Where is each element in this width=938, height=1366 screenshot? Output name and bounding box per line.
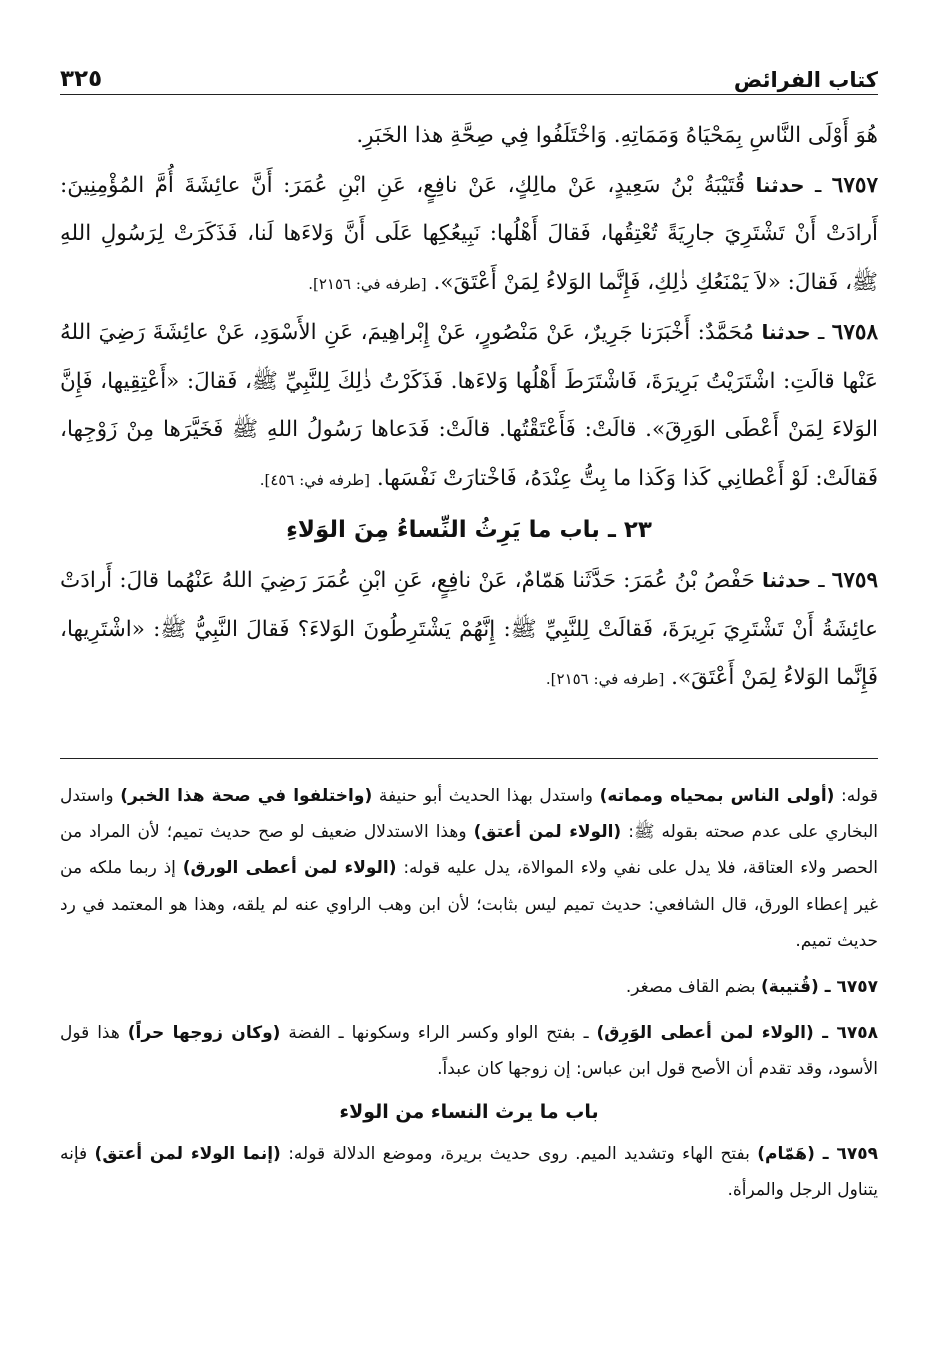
- hadith-text: حَفْصُ بْنُ عُمَرَ: حَدَّثَنا هَمّامٌ، عَنْ نافِعٍ، عَنِ ابْنِ عُمَرَ رَضِيَ اللهُ عَنْهُما قالَ: أَرادَتْ عائِشَةُ أَنْ تَشْتَرِيَ بَرِيرَةَ، فَقالَتْ لِلنَّبِيِّ ﷺ: إِنَّهُمْ يَشْتَرِطُونَ الوَلاءَ؟ فَقالَ النَّبِيُّ ﷺ: «اشْتَرِيها، فَإِنَّما الوَلاءُ لِمَنْ أَعْتَقَ».: [60, 568, 878, 690]
- chapter-heading: ٢٣ ـ باب ما يَرِثُ النِّساءُ مِنَ الوَلاءِ: [286, 517, 652, 543]
- note-intro: [60, 778, 878, 959]
- note-number: ٦٧٥٩ ـ: [814, 1143, 879, 1164]
- hadith-number: ٦٧٥٨: [831, 320, 878, 345]
- note-quote: (إنما الولاء لمن أعتق): [94, 1143, 281, 1164]
- commentary: [60, 778, 878, 1208]
- note-quote: (الولاء لمن أعطى الوَرِق): [596, 1023, 814, 1044]
- note-text: وهذا الاستدلال ضعيف لو صح حديث تميم؛ لأن المراد من الحصر ولاء العتاقة، فلا يدل على نفي ولاء الموالاة، يدل عليه قوله:: [60, 822, 878, 879]
- note-text: بفتح الهاء وتشديد الميم. روى حديث بريرة، وموضع الدلالة قوله:: [280, 1143, 758, 1164]
- hadith-6757: ٦٧٥٧ ـ حدثنا قُتَيْبَةُ بْنُ سَعِيدٍ، عَنْ مالِكٍ، عَنْ نافِعٍ، عَنِ ابْنِ عُمَرَ: أَنَّ عائِشَةَ أُمَّ المُؤْمِنِينَ: أَرادَتْ أَنْ تَشْتَرِيَ جارِيَةً تُعْتِقُها، فَقالَ أَهْلُها: نَبِيعُكِها عَلَى أَنَّ وَلاءَها لَنا، فَذَكَرَتْ لِرَسُولِ اللهِ ﷺ، فَقالَ: «لاَ يَمْنَعُكِ ذٰلِكِ، فَإِنَّما الوَلاءُ لِمَنْ أَعْتَقَ». [طرفه في: ٢١٥٦].: [60, 172, 878, 295]
- hadith-text: قُتَيْبَةُ بْنُ سَعِيدٍ، عَنْ مالِكٍ، عَنْ نافِعٍ، عَنِ ابْنِ عُمَرَ: أَنَّ عائِشَةَ أُمَّ المُؤْمِنِينَ: أَرادَتْ أَنْ تَشْتَرِيَ جارِيَةً تُعْتِقُها، فَقالَ أَهْلُها: نَبِيعُكِها عَلَى أَنَّ وَلاءَها لَنا، فَذَكَرَتْ لِرَسُولِ اللهِ ﷺ، فَقالَ: «لاَ يَمْنَعُكِ ذٰلِكِ، فَإِنَّما الوَلاءُ لِمَنْ أَعْتَقَ».: [60, 172, 878, 295]
- cross-reference: [طرفه في: ٢١٥٦].: [545, 670, 665, 688]
- narration-word: حدثنا: [761, 568, 812, 592]
- note-text: هذا قول الأسود، وقد تقدم أن الأصح قول ابن عباس: إن زوجها كان عبداً.: [60, 1023, 878, 1080]
- running-title: كتاب الفرائض: [733, 68, 878, 92]
- note-number: ٦٧٥٧ ـ: [818, 977, 878, 998]
- cross-reference: [طرفه في: ٢١٥٦].: [308, 274, 427, 293]
- hadith-number: ٦٧٥٩: [831, 568, 878, 593]
- note-quote: (واختلفوا في صحة هذا الخبر): [120, 786, 373, 806]
- hadith-number: ٦٧٥٧: [831, 172, 878, 198]
- note-text: واستدل البخاري على عدم صحته بقوله ﷺ:: [60, 786, 878, 843]
- hadith-6758: ٦٧٥٨ ـ حدثنا مُحَمَّدٌ: أَخْبَرَنا جَرِيرٌ، عَنْ مَنْصُورٍ، عَنْ إِبْراهِيمَ، عَنِ الأَسْوَدِ، عَنْ عائِشَةَ رَضِيَ اللهُ عَنْها قالَتِ: اشْتَرَيْتُ بَرِيرَةَ، فَاشْتَرَطَ أَهْلُها وَلاءَها. فَذَكَرْتُ ذٰلِكَ لِلنَّبِيِّ ﷺ، فَقالَ: «أَعْتِقِيها، فَإِنَّ الوَلاءَ لِمَنْ أَعْطَى الوَرِقَ». قالَتْ: فَأَعْتَقْتُها. قالَتْ: فَدَعاها رَسُولُ اللهِ ﷺ فَخَيَّرَها مِنْ زَوْجِها، فَقالَتْ: لَوْ أَعْطانِي كَذا وَكَذا ما بِتُّ عِنْدَهُ، فَاخْتارَتْ نَفْسَها. [طرفه في: ٤٥٦].: [60, 320, 878, 491]
- note-number: ٦٧٥٨ ـ: [813, 1023, 879, 1044]
- intro-text: هُوَ أَوْلَى النَّاسِ بِمَحْيَاهُ وَمَمَاتِهِ. وَاخْتَلَفُوا فِي صِحَّةِ هذا الخَبَرِ.: [356, 123, 878, 148]
- note-quote: (أولى الناس بمحياه ومماته): [599, 786, 835, 806]
- narration-word: حدثنا: [755, 172, 805, 197]
- note-quote: (هَمّام): [757, 1143, 815, 1164]
- note-text: إذ ربما ملكه من غير إعطاء الورق، قال الشافعي: حديث تميم ليس بثابت؛ لأن ابن وهب الراوي عنه لم يلقه، وهذا هو المعتمد في رد حديث تميم.: [60, 858, 878, 951]
- note-6757: [60, 969, 878, 1005]
- main-text: [60, 112, 878, 704]
- note-quote: (الولاء لمن أعطى الورق): [182, 858, 397, 879]
- note-text: فإنه يتناول الرجل والمرأة.: [60, 1143, 878, 1200]
- header-rule: [60, 94, 878, 95]
- hadith-6759: ٦٧٥٩ ـ حدثنا حَفْصُ بْنُ عُمَرَ: حَدَّثَنا هَمّامٌ، عَنْ نافِعٍ، عَنِ ابْنِ عُمَرَ رَضِيَ اللهُ عَنْهُما قالَ: أَرادَتْ عائِشَةُ أَنْ تَشْتَرِيَ بَرِيرَةَ، فَقالَتْ لِلنَّبِيِّ ﷺ: إِنَّهُمْ يَشْتَرِطُونَ الوَلاءَ؟ فَقالَ النَّبِيُّ ﷺ: «اشْتَرِيها، فَإِنَّما الوَلاءُ لِمَنْ أَعْتَقَ». [طرفه في: ٢١٥٦].: [60, 568, 878, 690]
- page-header: [60, 58, 878, 92]
- note-6758: [60, 1015, 878, 1087]
- note-text: قوله:: [834, 786, 878, 806]
- note-quote: (وكان زوجها حراً): [127, 1023, 281, 1044]
- note-6759: [60, 1136, 878, 1208]
- page-number: ٣٢٥: [60, 66, 103, 92]
- note-quote: (الولاء لمن أعتق): [473, 822, 622, 843]
- cross-reference: [طرفه في: ٤٥٦].: [259, 470, 371, 489]
- footnote-divider: [60, 758, 878, 759]
- hadith-text: مُحَمَّدٌ: أَخْبَرَنا جَرِيرٌ، عَنْ مَنْصُورٍ، عَنْ إِبْراهِيمَ، عَنِ الأَسْوَدِ، عَنْ عائِشَةَ رَضِيَ اللهُ عَنْها قالَتِ: اشْتَرَيْتُ بَرِيرَةَ، فَاشْتَرَطَ أَهْلُها وَلاءَها. فَذَكَرْتُ ذٰلِكَ لِلنَّبِيِّ ﷺ، فَقالَ: «أَعْتِقِيها، فَإِنَّ الوَلاءَ لِمَنْ أَعْطَى الوَرِقَ». قالَتْ: فَأَعْتَقْتُها. قالَتْ: فَدَعاها رَسُولُ اللهِ ﷺ فَخَيَّرَها مِنْ زَوْجِها، فَقالَتْ: لَوْ أَعْطانِي كَذا وَكَذا ما بِتُّ عِنْدَهُ، فَاخْتارَتْ نَفْسَها.: [60, 320, 878, 491]
- note-text: بضم القاف مصغر.: [625, 977, 762, 998]
- note-chapter-heading: باب ما يرث النساء من الولاء: [339, 1100, 599, 1123]
- intro-paragraph: [60, 112, 878, 161]
- narration-word: حدثنا: [761, 320, 811, 344]
- note-text: واستدل بهذا الحديث أبو حنيفة: [372, 786, 600, 806]
- note-text: ـ بفتح الواو وكسر الراء وسكونها ـ الفضة: [280, 1023, 597, 1044]
- note-quote: (قُتيبة): [761, 977, 819, 998]
